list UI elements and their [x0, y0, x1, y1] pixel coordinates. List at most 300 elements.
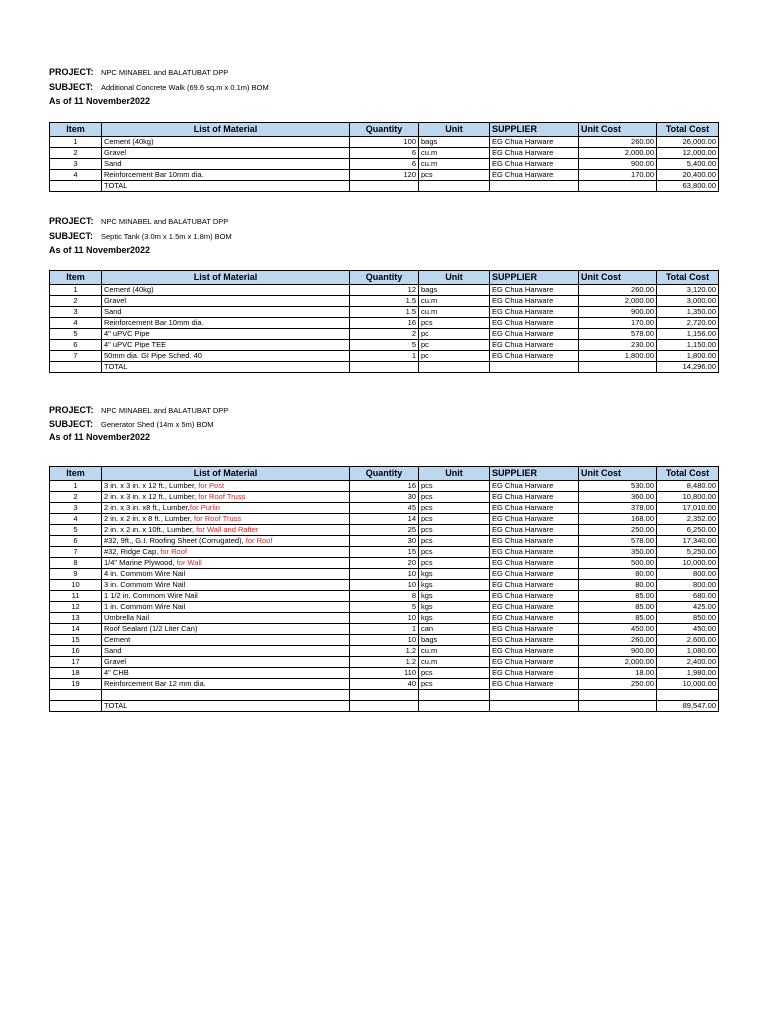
col-unit-cell: kgs	[419, 602, 490, 613]
col-supplier-cell: EG Chua Harware	[490, 547, 579, 558]
material-name: Reinforcement Bar 10mm dia.	[104, 318, 204, 327]
material-name: 3 in. Commom Wire Nail	[104, 580, 186, 589]
col-quantity-cell: 10	[350, 613, 419, 624]
header-col-material: List of Material	[102, 467, 350, 481]
col-unit-cost-cell: 170.00	[579, 318, 657, 329]
material-name: 3 in. x 3 in. x 12 ft., Lumber,	[104, 481, 199, 490]
header-col-supplier: SUPPLIER	[490, 271, 579, 285]
table-row	[50, 624, 719, 635]
material-name: #32, 9ft,, G.I. Roofing Sheet (Corrugated),	[104, 536, 246, 545]
col-supplier-cell: EG Chua Harware	[490, 170, 579, 181]
col-material-cell	[102, 580, 350, 591]
col-total-cost-cell: 10,000.00	[657, 558, 719, 569]
material-name: Sand	[104, 159, 122, 168]
header-col-quantity: Quantity	[350, 467, 419, 481]
col-material-cell	[102, 318, 350, 329]
subject-label: SUBJECT:	[49, 82, 94, 92]
project-line	[49, 67, 228, 77]
material-name: 50mm dia. GI Pipe Sched. 40	[104, 351, 202, 360]
total-label: TOTAL	[102, 181, 350, 192]
col-supplier-cell: EG Chua Harware	[490, 602, 579, 613]
empty-cell	[419, 690, 490, 701]
empty-cell	[419, 181, 490, 192]
header-col-quantity: Quantity	[350, 271, 419, 285]
header-col-unit-cost: Unit Cost	[579, 271, 657, 285]
col-supplier-cell: EG Chua Harware	[490, 492, 579, 503]
project-label: PROJECT:	[49, 405, 94, 415]
table-row	[50, 591, 719, 602]
subject-value: Generator Shed (14m x 5m) BOM	[101, 420, 214, 429]
col-unit-cell: pcs	[419, 547, 490, 558]
total-row	[50, 181, 719, 192]
col-material-cell	[102, 329, 350, 340]
col-item-cell: 6	[50, 536, 102, 547]
table-row	[50, 536, 719, 547]
header-col-item: Item	[50, 271, 102, 285]
col-unit-cell: kgs	[419, 613, 490, 624]
empty-cell	[50, 701, 102, 712]
subject-value: Septic Tank (3.0m x 1.5m x 1.8m) BOM	[101, 232, 232, 241]
col-unit-cost-cell: 900.00	[579, 646, 657, 657]
col-quantity-cell: 5	[350, 340, 419, 351]
col-quantity-cell: 10	[350, 569, 419, 580]
table-row	[50, 547, 719, 558]
material-name: 1/4" Marine Plywood,	[104, 558, 177, 567]
col-material-cell	[102, 657, 350, 668]
empty-cell	[490, 690, 579, 701]
table-row	[50, 285, 719, 296]
col-supplier-cell: EG Chua Harware	[490, 679, 579, 690]
col-supplier-cell: EG Chua Harware	[490, 558, 579, 569]
col-supplier-cell: EG Chua Harware	[490, 525, 579, 536]
col-item-cell: 3	[50, 307, 102, 318]
header-col-unit: Unit	[419, 123, 490, 137]
col-material-cell	[102, 635, 350, 646]
col-unit-cost-cell: 378.00	[579, 503, 657, 514]
col-quantity-cell: 100	[350, 137, 419, 148]
col-item-cell: 7	[50, 547, 102, 558]
col-supplier-cell: EG Chua Harware	[490, 307, 579, 318]
header-col-total-cost: Total Cost	[657, 271, 719, 285]
blank-row	[50, 690, 719, 701]
col-item-cell: 17	[50, 657, 102, 668]
as-of-date: As of 11 November2022	[49, 96, 151, 106]
col-unit-cell: cu.m	[419, 296, 490, 307]
material-name: #32, Ridge Cap,	[104, 547, 161, 556]
table-header-row	[50, 467, 719, 481]
empty-cell	[350, 362, 419, 373]
col-quantity-cell: 1	[350, 351, 419, 362]
header-col-unit: Unit	[419, 467, 490, 481]
col-total-cost-cell: 5,250.00	[657, 547, 719, 558]
col-quantity-cell: 1.2	[350, 657, 419, 668]
empty-cell	[102, 690, 350, 701]
grand-total-value: 14,296.00	[657, 362, 719, 373]
col-unit-cost-cell: 168.00	[579, 514, 657, 525]
col-quantity-cell: 45	[350, 503, 419, 514]
table-row	[50, 646, 719, 657]
col-quantity-cell: 1.5	[350, 296, 419, 307]
col-supplier-cell: EG Chua Harware	[490, 159, 579, 170]
col-item-cell: 4	[50, 514, 102, 525]
col-material-cell	[102, 307, 350, 318]
col-supplier-cell: EG Chua Harware	[490, 340, 579, 351]
empty-cell	[50, 181, 102, 192]
col-unit-cell: pcs	[419, 492, 490, 503]
col-total-cost-cell: 10,800.00	[657, 492, 719, 503]
bom-table	[49, 122, 719, 192]
bom-table	[49, 270, 719, 373]
col-total-cost-cell: 1,080.00	[657, 646, 719, 657]
material-name: 1 1/2 in. Commom Wire Nail	[104, 591, 198, 600]
table-row	[50, 137, 719, 148]
header-col-item: Item	[50, 123, 102, 137]
col-material-cell	[102, 525, 350, 536]
col-item-cell: 9	[50, 569, 102, 580]
empty-cell	[579, 690, 657, 701]
total-row	[50, 362, 719, 373]
col-material-cell	[102, 514, 350, 525]
col-total-cost-cell: 26,000.00	[657, 137, 719, 148]
table-row	[50, 657, 719, 668]
col-item-cell: 5	[50, 525, 102, 536]
col-item-cell: 3	[50, 503, 102, 514]
col-total-cost-cell: 1,980.00	[657, 668, 719, 679]
col-quantity-cell: 25	[350, 525, 419, 536]
material-usage-note: for Roof	[245, 536, 273, 545]
col-item-cell: 13	[50, 613, 102, 624]
col-total-cost-cell: 450.00	[657, 624, 719, 635]
col-item-cell: 10	[50, 580, 102, 591]
empty-cell	[657, 690, 719, 701]
col-total-cost-cell: 2,352.00	[657, 514, 719, 525]
col-quantity-cell: 15	[350, 547, 419, 558]
table-header-row	[50, 123, 719, 137]
col-item-cell: 8	[50, 558, 102, 569]
col-unit-cell: cu.m	[419, 657, 490, 668]
project-label: PROJECT:	[49, 216, 94, 226]
table-row	[50, 602, 719, 613]
col-material-cell	[102, 591, 350, 602]
col-total-cost-cell: 3,120.00	[657, 285, 719, 296]
table-row	[50, 481, 719, 492]
material-name: Cement (40kg)	[104, 137, 154, 146]
col-quantity-cell: 1	[350, 624, 419, 635]
col-unit-cost-cell: 2,000.00	[579, 148, 657, 159]
col-unit-cost-cell: 250.00	[579, 679, 657, 690]
table-row	[50, 525, 719, 536]
col-total-cost-cell: 1,150.00	[657, 340, 719, 351]
subject-line	[49, 231, 232, 241]
col-item-cell: 6	[50, 340, 102, 351]
col-total-cost-cell: 850.00	[657, 613, 719, 624]
col-unit-cost-cell: 2,000.00	[579, 657, 657, 668]
col-supplier-cell: EG Chua Harware	[490, 624, 579, 635]
col-unit-cell: pcs	[419, 481, 490, 492]
col-unit-cell: pcs	[419, 525, 490, 536]
col-quantity-cell: 16	[350, 481, 419, 492]
material-usage-note: for Roof	[160, 547, 187, 556]
material-name: 4 in. Commom Wire Nail	[104, 569, 186, 578]
material-name: 4" uPVC Pipe TEE	[104, 340, 167, 349]
col-material-cell	[102, 137, 350, 148]
col-unit-cell: pcs	[419, 514, 490, 525]
col-quantity-cell: 6	[350, 159, 419, 170]
col-unit-cell: pcs	[419, 170, 490, 181]
header-col-supplier: SUPPLIER	[490, 467, 579, 481]
project-value: NPC MINABEL and BALATUBAT DPP	[101, 406, 229, 415]
col-item-cell: 2	[50, 492, 102, 503]
col-supplier-cell: EG Chua Harware	[490, 635, 579, 646]
col-item-cell: 2	[50, 148, 102, 159]
table-row	[50, 307, 719, 318]
table-header-row	[50, 271, 719, 285]
col-unit-cell: kgs	[419, 580, 490, 591]
material-name: Cement	[104, 635, 131, 644]
col-quantity-cell: 10	[350, 580, 419, 591]
col-material-cell	[102, 536, 350, 547]
col-quantity-cell: 2	[350, 329, 419, 340]
col-total-cost-cell: 20,400.00	[657, 170, 719, 181]
col-unit-cell: pcs	[419, 503, 490, 514]
col-unit-cost-cell: 250.00	[579, 525, 657, 536]
col-material-cell	[102, 170, 350, 181]
table-row	[50, 514, 719, 525]
col-unit-cell: cu.m	[419, 646, 490, 657]
col-supplier-cell: EG Chua Harware	[490, 285, 579, 296]
col-item-cell: 11	[50, 591, 102, 602]
material-name: 4" uPVC Pipe	[104, 329, 150, 338]
material-name: Gravel	[104, 296, 127, 305]
col-material-cell	[102, 159, 350, 170]
material-name: 4" CHB	[104, 668, 129, 677]
empty-cell	[490, 181, 579, 192]
material-name: 2 in. x 2 in. x 10ft., Lumber,	[104, 525, 197, 534]
material-name: Sand	[104, 646, 122, 655]
material-name: 1 in. Commom Wire Nail	[104, 602, 186, 611]
col-quantity-cell: 20	[350, 558, 419, 569]
col-quantity-cell: 14	[350, 514, 419, 525]
header-col-supplier: SUPPLIER	[490, 123, 579, 137]
col-item-cell: 16	[50, 646, 102, 657]
col-unit-cell: can	[419, 624, 490, 635]
col-unit-cell: pc	[419, 351, 490, 362]
col-supplier-cell: EG Chua Harware	[490, 536, 579, 547]
col-total-cost-cell: 680.00	[657, 591, 719, 602]
col-total-cost-cell: 8,480.00	[657, 481, 719, 492]
col-material-cell	[102, 602, 350, 613]
col-total-cost-cell: 800.00	[657, 580, 719, 591]
col-material-cell	[102, 668, 350, 679]
table-row	[50, 159, 719, 170]
col-unit-cell: cu.m	[419, 148, 490, 159]
material-name: Cement (40kg)	[104, 285, 154, 294]
col-quantity-cell: 6	[350, 148, 419, 159]
col-unit-cost-cell: 1,800.00	[579, 351, 657, 362]
subject-label: SUBJECT:	[49, 231, 94, 241]
empty-cell	[579, 362, 657, 373]
header-col-item: Item	[50, 467, 102, 481]
col-unit-cost-cell: 260.00	[579, 137, 657, 148]
col-unit-cost-cell: 170.00	[579, 170, 657, 181]
col-quantity-cell: 120	[350, 170, 419, 181]
col-material-cell	[102, 351, 350, 362]
col-item-cell: 1	[50, 285, 102, 296]
material-name: Gravel	[104, 148, 127, 157]
col-supplier-cell: EG Chua Harware	[490, 613, 579, 624]
col-supplier-cell: EG Chua Harware	[490, 148, 579, 159]
header-col-unit: Unit	[419, 271, 490, 285]
subject-line	[49, 82, 269, 92]
empty-cell	[579, 701, 657, 712]
col-total-cost-cell: 800.00	[657, 569, 719, 580]
col-quantity-cell: 10	[350, 635, 419, 646]
col-material-cell	[102, 558, 350, 569]
project-line	[49, 405, 228, 415]
grand-total-value: 89,547.00	[657, 701, 719, 712]
col-unit-cost-cell: 2,000.00	[579, 296, 657, 307]
subject-label: SUBJECT:	[49, 419, 94, 429]
table-row	[50, 351, 719, 362]
col-quantity-cell: 110	[350, 668, 419, 679]
table-row	[50, 613, 719, 624]
table-row	[50, 668, 719, 679]
col-item-cell: 4	[50, 318, 102, 329]
col-material-cell	[102, 340, 350, 351]
col-total-cost-cell: 17,010.00	[657, 503, 719, 514]
subject-line	[49, 419, 214, 429]
col-item-cell: 18	[50, 668, 102, 679]
col-item-cell: 19	[50, 679, 102, 690]
col-total-cost-cell: 2,600.00	[657, 635, 719, 646]
col-material-cell	[102, 646, 350, 657]
empty-cell	[350, 690, 419, 701]
col-total-cost-cell: 12,000.00	[657, 148, 719, 159]
header-col-total-cost: Total Cost	[657, 123, 719, 137]
material-usage-note: for Roof Truss	[198, 492, 246, 501]
as-of-date: As of 11 November2022	[49, 432, 151, 442]
col-total-cost-cell: 3,000.00	[657, 296, 719, 307]
col-unit-cell: bags	[419, 285, 490, 296]
col-quantity-cell: 30	[350, 492, 419, 503]
col-supplier-cell: EG Chua Harware	[490, 318, 579, 329]
col-material-cell	[102, 148, 350, 159]
col-unit-cost-cell: 85.00	[579, 602, 657, 613]
as-of-date: As of 11 November2022	[49, 245, 151, 255]
col-total-cost-cell: 2,400.00	[657, 657, 719, 668]
col-unit-cell: bags	[419, 635, 490, 646]
table-row	[50, 558, 719, 569]
col-unit-cost-cell: 900.00	[579, 159, 657, 170]
table-row	[50, 296, 719, 307]
col-item-cell: 1	[50, 481, 102, 492]
col-quantity-cell: 16	[350, 318, 419, 329]
empty-cell	[50, 362, 102, 373]
col-unit-cost-cell: 530.00	[579, 481, 657, 492]
col-supplier-cell: EG Chua Harware	[490, 569, 579, 580]
col-unit-cell: pcs	[419, 558, 490, 569]
col-unit-cell: pcs	[419, 679, 490, 690]
table-row	[50, 148, 719, 159]
col-supplier-cell: EG Chua Harware	[490, 668, 579, 679]
col-unit-cost-cell: 578.00	[579, 329, 657, 340]
col-total-cost-cell: 1,800.00	[657, 351, 719, 362]
col-supplier-cell: EG Chua Harware	[490, 137, 579, 148]
col-item-cell: 4	[50, 170, 102, 181]
table-row	[50, 318, 719, 329]
col-quantity-cell: 1.5	[350, 307, 419, 318]
col-unit-cost-cell: 260.00	[579, 635, 657, 646]
col-material-cell	[102, 492, 350, 503]
col-unit-cell: pcs	[419, 536, 490, 547]
empty-cell	[419, 362, 490, 373]
empty-cell	[350, 181, 419, 192]
col-total-cost-cell: 10,000.00	[657, 679, 719, 690]
col-material-cell	[102, 624, 350, 635]
empty-cell	[50, 690, 102, 701]
col-material-cell	[102, 547, 350, 558]
total-label: TOTAL	[102, 701, 350, 712]
col-unit-cell: kgs	[419, 569, 490, 580]
col-unit-cost-cell: 85.00	[579, 613, 657, 624]
material-name: Gravel	[104, 657, 127, 666]
material-name: Reinforcement Bar 10mm dia.	[104, 170, 204, 179]
col-total-cost-cell: 1,350.00	[657, 307, 719, 318]
col-unit-cell: kgs	[419, 591, 490, 602]
material-name: Roof Sealant (1/2 Liter Can)	[104, 624, 198, 633]
col-unit-cell: pcs	[419, 668, 490, 679]
grand-total-value: 63,800.00	[657, 181, 719, 192]
material-name: 2 in. x 2 in. x 8 ft., Lumber,	[104, 514, 195, 523]
col-supplier-cell: EG Chua Harware	[490, 351, 579, 362]
col-quantity-cell: 40	[350, 679, 419, 690]
table-row	[50, 170, 719, 181]
col-quantity-cell: 8	[350, 591, 419, 602]
col-unit-cost-cell: 80.00	[579, 569, 657, 580]
col-unit-cost-cell: 85.00	[579, 591, 657, 602]
col-supplier-cell: EG Chua Harware	[490, 296, 579, 307]
col-quantity-cell: 30	[350, 536, 419, 547]
col-supplier-cell: EG Chua Harware	[490, 329, 579, 340]
col-quantity-cell: 5	[350, 602, 419, 613]
col-total-cost-cell: 1,156.00	[657, 329, 719, 340]
material-name: Umbrella Nail	[104, 613, 150, 622]
col-unit-cost-cell: 500.00	[579, 558, 657, 569]
col-unit-cost-cell: 350.00	[579, 547, 657, 558]
col-item-cell: 14	[50, 624, 102, 635]
col-unit-cell: pc	[419, 340, 490, 351]
table-row	[50, 503, 719, 514]
header-col-material: List of Material	[102, 271, 350, 285]
col-supplier-cell: EG Chua Harware	[490, 481, 579, 492]
project-label: PROJECT:	[49, 67, 94, 77]
material-usage-note: for Wall and Rafter	[196, 525, 259, 534]
empty-cell	[490, 701, 579, 712]
col-item-cell: 7	[50, 351, 102, 362]
header-col-material: List of Material	[102, 123, 350, 137]
col-material-cell	[102, 296, 350, 307]
material-name: 2 in. x 3 in. x 12 ft., Lumber,	[104, 492, 199, 501]
col-material-cell	[102, 285, 350, 296]
col-supplier-cell: EG Chua Harware	[490, 657, 579, 668]
material-name: 2 in. x 3 in. x8 ft., Lumber,	[104, 503, 190, 512]
material-usage-note: for Post	[198, 481, 225, 490]
col-unit-cost-cell: 80.00	[579, 580, 657, 591]
col-total-cost-cell: 5,400.00	[657, 159, 719, 170]
col-item-cell: 15	[50, 635, 102, 646]
material-name: Sand	[104, 307, 122, 316]
col-total-cost-cell: 2,720.00	[657, 318, 719, 329]
